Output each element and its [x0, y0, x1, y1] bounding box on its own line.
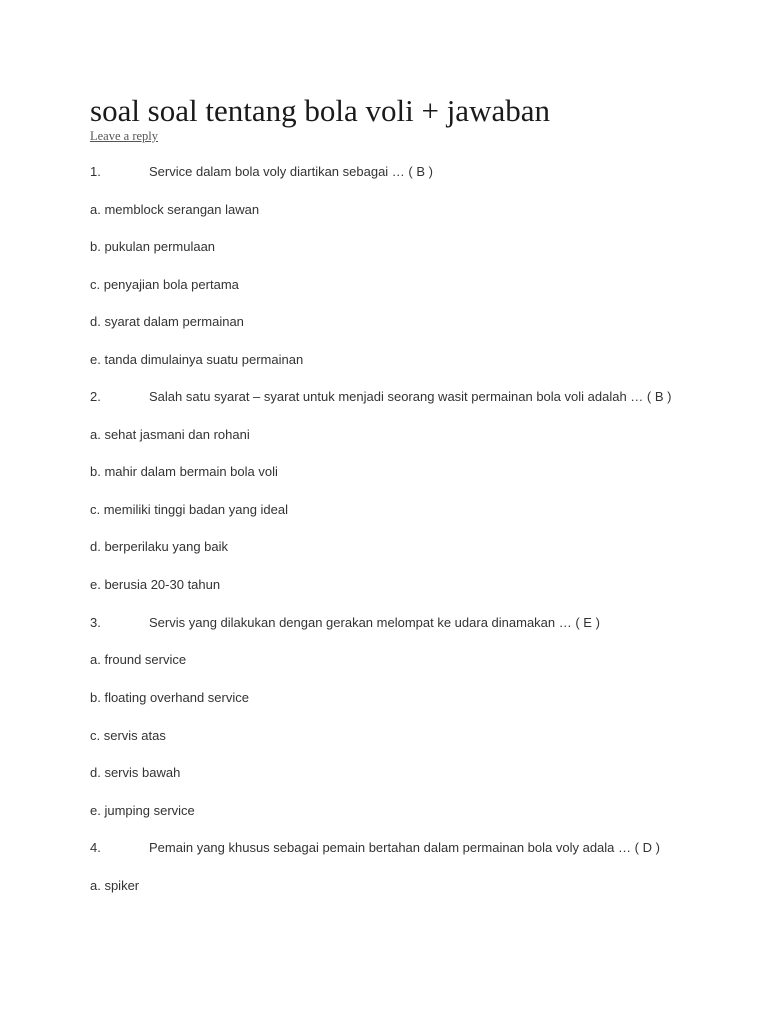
option-item: c. servis atas — [90, 728, 166, 743]
option-item: d. servis bawah — [90, 765, 181, 780]
question-number: 3. — [90, 615, 101, 630]
option-item: a. fround service — [90, 652, 187, 667]
question-text: Salah satu syarat – syarat untuk menjadi seorang wasit permainan bola voli adalah … ( B ) — [149, 389, 672, 404]
question-4 — [90, 840, 660, 856]
question-2 — [90, 389, 671, 405]
question-number: 4. — [90, 840, 101, 855]
option-item: c. memiliki tinggi badan yang ideal — [90, 502, 288, 517]
option-item: a. sehat jasmani dan rohani — [90, 427, 250, 442]
option-item: a. spiker — [90, 878, 140, 893]
option-item: d. syarat dalam permainan — [90, 314, 244, 329]
question-3 — [90, 615, 600, 631]
question-number: 1. — [90, 164, 101, 179]
question-1 — [90, 164, 433, 180]
question-number: 2. — [90, 389, 101, 404]
option-item: c. penyajian bola pertama — [90, 277, 239, 292]
post-title: soal soal tentang bola voli + jawaban — [90, 93, 550, 128]
option-item: a. memblock serangan lawan — [90, 202, 260, 217]
option-item: b. mahir dalam bermain bola voli — [90, 464, 278, 479]
option-item: b. floating overhand service — [90, 690, 249, 705]
leave-reply-link[interactable]: Leave a reply — [90, 129, 159, 143]
question-text: Servis yang dilakukan dengan gerakan melompat ke udara dinamakan … ( E ) — [149, 615, 600, 630]
option-item: d. berperilaku yang baik — [90, 539, 229, 554]
question-text: Pemain yang khusus sebagai pemain bertahan dalam permainan bola voly adala … ( D ) — [149, 840, 660, 855]
option-item: e. berusia 20-30 tahun — [90, 577, 221, 592]
question-text: Service dalam bola voly diartikan sebagai … ( B ) — [149, 164, 433, 179]
option-item: e. jumping service — [90, 803, 195, 818]
option-item: e. tanda dimulainya suatu permainan — [90, 352, 304, 367]
option-item: b. pukulan permulaan — [90, 239, 216, 254]
